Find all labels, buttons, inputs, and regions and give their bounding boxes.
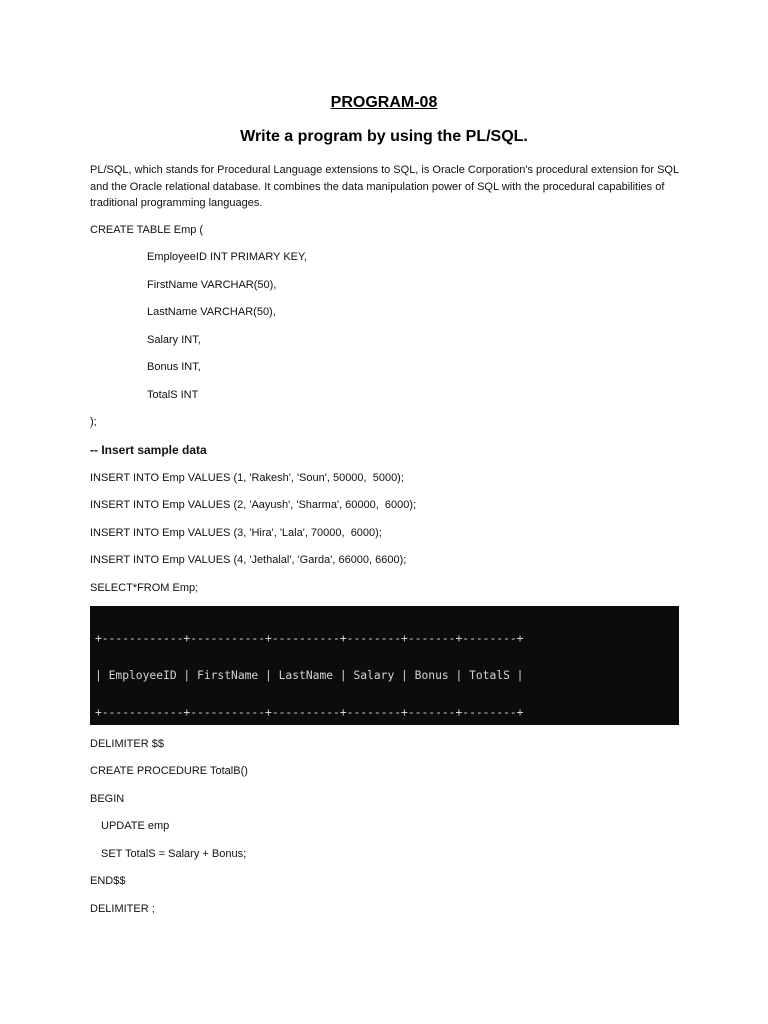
column-definition: Bonus INT, (147, 361, 201, 373)
insert-statement: INSERT INTO Emp VALUES (2, 'Aayush', 'Sharma', 60000, 6000); (90, 499, 417, 511)
select-statement: SELECT*FROM Emp; (90, 582, 199, 594)
delimiter-close: DELIMITER ; (90, 903, 155, 915)
table-border: +------------+-----------+----------+--------+-------+--------+ (95, 705, 524, 719)
page-subtitle: Write a program by using the PL/SQL. (240, 128, 528, 145)
begin-keyword: BEGIN (90, 793, 125, 805)
insert-statement: INSERT INTO Emp VALUES (3, 'Hira', 'Lala', 70000, 6000); (90, 527, 382, 539)
set-statement: SET TotalS = Salary + Bonus; (101, 848, 247, 860)
column-definition: Salary INT, (147, 334, 201, 346)
end-keyword: END$$ (90, 875, 126, 887)
column-definition: LastName VARCHAR(50), (147, 306, 276, 318)
create-table-close: ); (90, 416, 97, 428)
create-procedure: CREATE PROCEDURE TotalB() (90, 765, 248, 777)
column-definition: EmployeeID INT PRIMARY KEY, (147, 251, 307, 263)
update-statement: UPDATE emp (101, 820, 170, 832)
delimiter-open: DELIMITER $$ (90, 738, 164, 750)
page-title: PROGRAM-08 (330, 94, 438, 111)
table-border: +------------+-----------+----------+--------+-------+--------+ (95, 632, 524, 646)
intro-paragraph: PL/SQL, which stands for Procedural Language extensions to SQL, is Oracle Corporation's procedural extension for SQL and the Oracle relational database. It combines the data manipulation power of SQL with the procedural capabilities of traditional programming languages. (90, 164, 679, 209)
column-definition: TotalS INT (147, 389, 199, 401)
table-header-row: | EmployeeID | FirstName | LastName | Salary | Bonus | TotalS | (95, 669, 524, 682)
insert-statement: INSERT INTO Emp VALUES (1, 'Rakesh', 'Soun', 50000, 5000); (90, 472, 404, 484)
terminal-output-screenshot (90, 606, 679, 725)
create-table-open: CREATE TABLE Emp ( (90, 224, 204, 236)
insert-comment: -- Insert sample data (90, 443, 207, 457)
column-definition: FirstName VARCHAR(50), (147, 279, 277, 291)
insert-statement: INSERT INTO Emp VALUES (4, 'Jethalal', 'Garda', 66000, 6600); (90, 554, 407, 566)
